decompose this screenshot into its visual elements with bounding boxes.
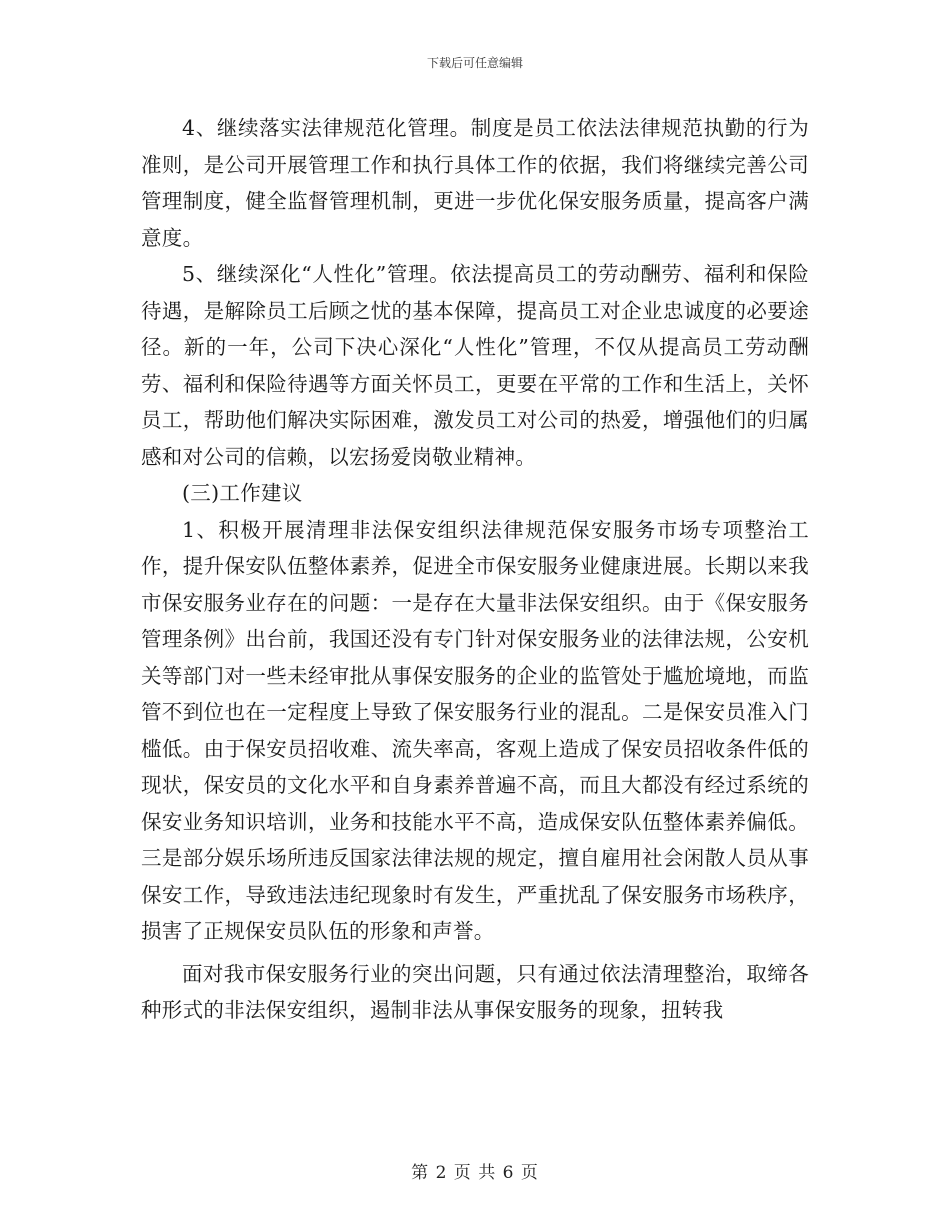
section-heading-work-suggestions: (三)工作建议 [182, 481, 303, 505]
paragraph-conclusion: 面对我市保安服务行业的突出问题，只有通过依法清理整治，取缔各种形式的非法保安组织，遏制非法从事保安服务的现象，扭转我 [141, 961, 809, 1022]
page-number-footer: 第 2 页 共 6 页 [411, 1163, 539, 1183]
paragraph-suggestion-1: 1、积极开展清理非法保安组织法律规范保安服务市场专项整治工作，提升保安队伍整体素养，促进全市保安服务业健康进展。长期以来我市保安服务业存在的问题：一是存在大量非法保安组织。由于《保安服务管理条例》出台前，我国还没有专门针对保安服务业的法律法规，公安机关等部门对一些未经审批从事保安服务的企业的监管处于尴尬境地，而监管不到位也在一定程度上导致了保安服务行业的混乱。二是保安员准入门槛低。由于保安员招收难、流失率高，客观上造成了保安员招收条件低的现状，保安员的文化水平和自身素养普遍不高，而且大都没有经过系统的保安业务知识培训，业务和技能水平不高，造成保安队伍整体素养偏低。三是部分娱乐场所违反国家法律法规的规定，擅自雇用社会闲散人员从事保安工作，导致违法违纪现象时有发生，严重扰乱了保安服务市场秩序，损害了正规保安员队伍的形象和声誉。 [141, 517, 809, 943]
paragraph-item-4: 4、继续落实法律规范化管理。制度是员工依法法律规范执勤的行为准则，是公司开展管理工作和执行具体工作的依据，我们将继续完善公司管理制度，健全监督管理机制，更进一步优化保安服务质量，提高客户满意度。 [141, 116, 809, 250]
page-header-note: 下载后可任意编辑 [426, 56, 523, 70]
paragraph-item-5: 5、继续深化“人性化”管理。依法提高员工的劳动酬劳、福利和保险待遇，是解除员工后顾之忧的基本保障，提高员工对企业忠诚度的必要途径。新的一年，公司下决心深化“人性化”管理，不仅从提高员工劳动酬劳、福利和保险待遇等方面关怀员工，更要在平常的工作和生活上，关怀员工，帮助他们解决实际困难，激发员工对公司的热爱，增强他们的归属感和对公司的信赖，以宏扬爱岗敬业精神。 [141, 262, 809, 469]
document-body [141, 110, 809, 1029]
